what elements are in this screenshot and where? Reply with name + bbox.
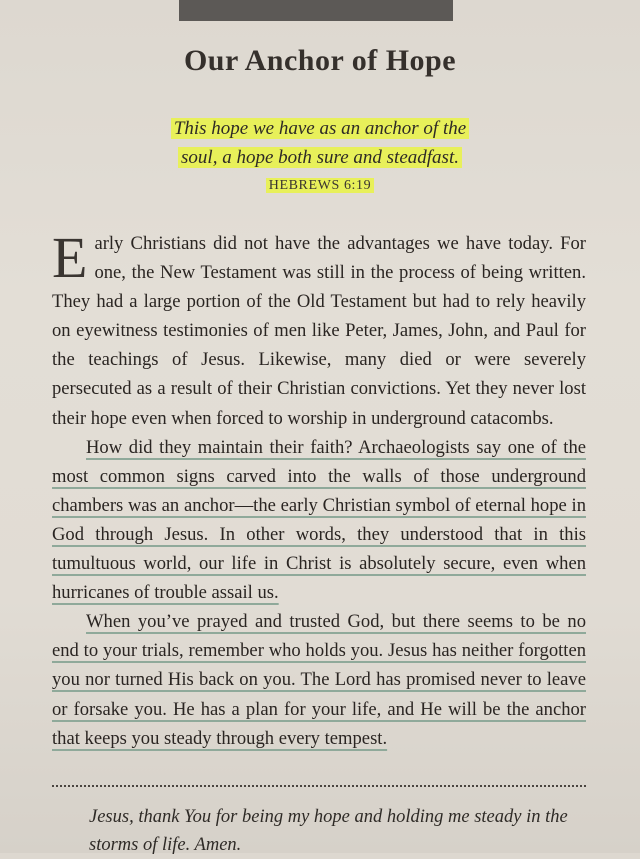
verse-reference: HEBREWS 6:19 (0, 178, 640, 194)
devotional-body (52, 225, 586, 753)
drop-cap: E (52, 225, 88, 290)
paragraph-2 (52, 433, 586, 608)
paragraph-3-text: When you’ve prayed and trusted God, but there seems to be no end to your trials, remember who holds you. Jesus has neither forgotten you nor turned His back on you. The Lord has promised never to leave or forsake you. He has a plan for your life, and He will be the anchor that keeps you steady through every tempest. (52, 611, 586, 749)
scripture-verse (0, 114, 640, 172)
verse-line-1: This hope we have as an anchor of the (171, 118, 469, 139)
paragraph-2-text: How did they maintain their faith? Archaeologists say one of the most common signs carved into the walls of those underground chambers was an anchor—the early Christian symbol of eternal hope in God through Jesus. In other words, they understood that in this tumultuous world, our life in Christ is absolutely secure, even when hurricanes of trouble assail us. (52, 436, 586, 604)
paragraph-1-text: arly Christians did not have the advantages we have today. For one, the New Testament was still in the process of being written. They had a large portion of the Old Testament but had to rely heavily on eyewitness testimonies of men like Peter, James, John, and Paul for the teachings of Jesus. Likewise, many died or were severely persecuted as a result of their Christian convictions. Yet they never lost their hope even when forced to worship in underground catacombs. (52, 233, 586, 429)
page-title: Our Anchor of Hope (183, 44, 457, 77)
paragraph-1 (52, 225, 586, 433)
header-tab (179, 0, 453, 21)
verse-line-2: soul, a hope both sure and steadfast. (178, 147, 462, 168)
closing-prayer: Jesus, thank You for being my hope and holding me steady in the storms of life. Amen. (89, 807, 568, 855)
dotted-divider (52, 785, 586, 787)
paragraph-3 (52, 607, 586, 752)
